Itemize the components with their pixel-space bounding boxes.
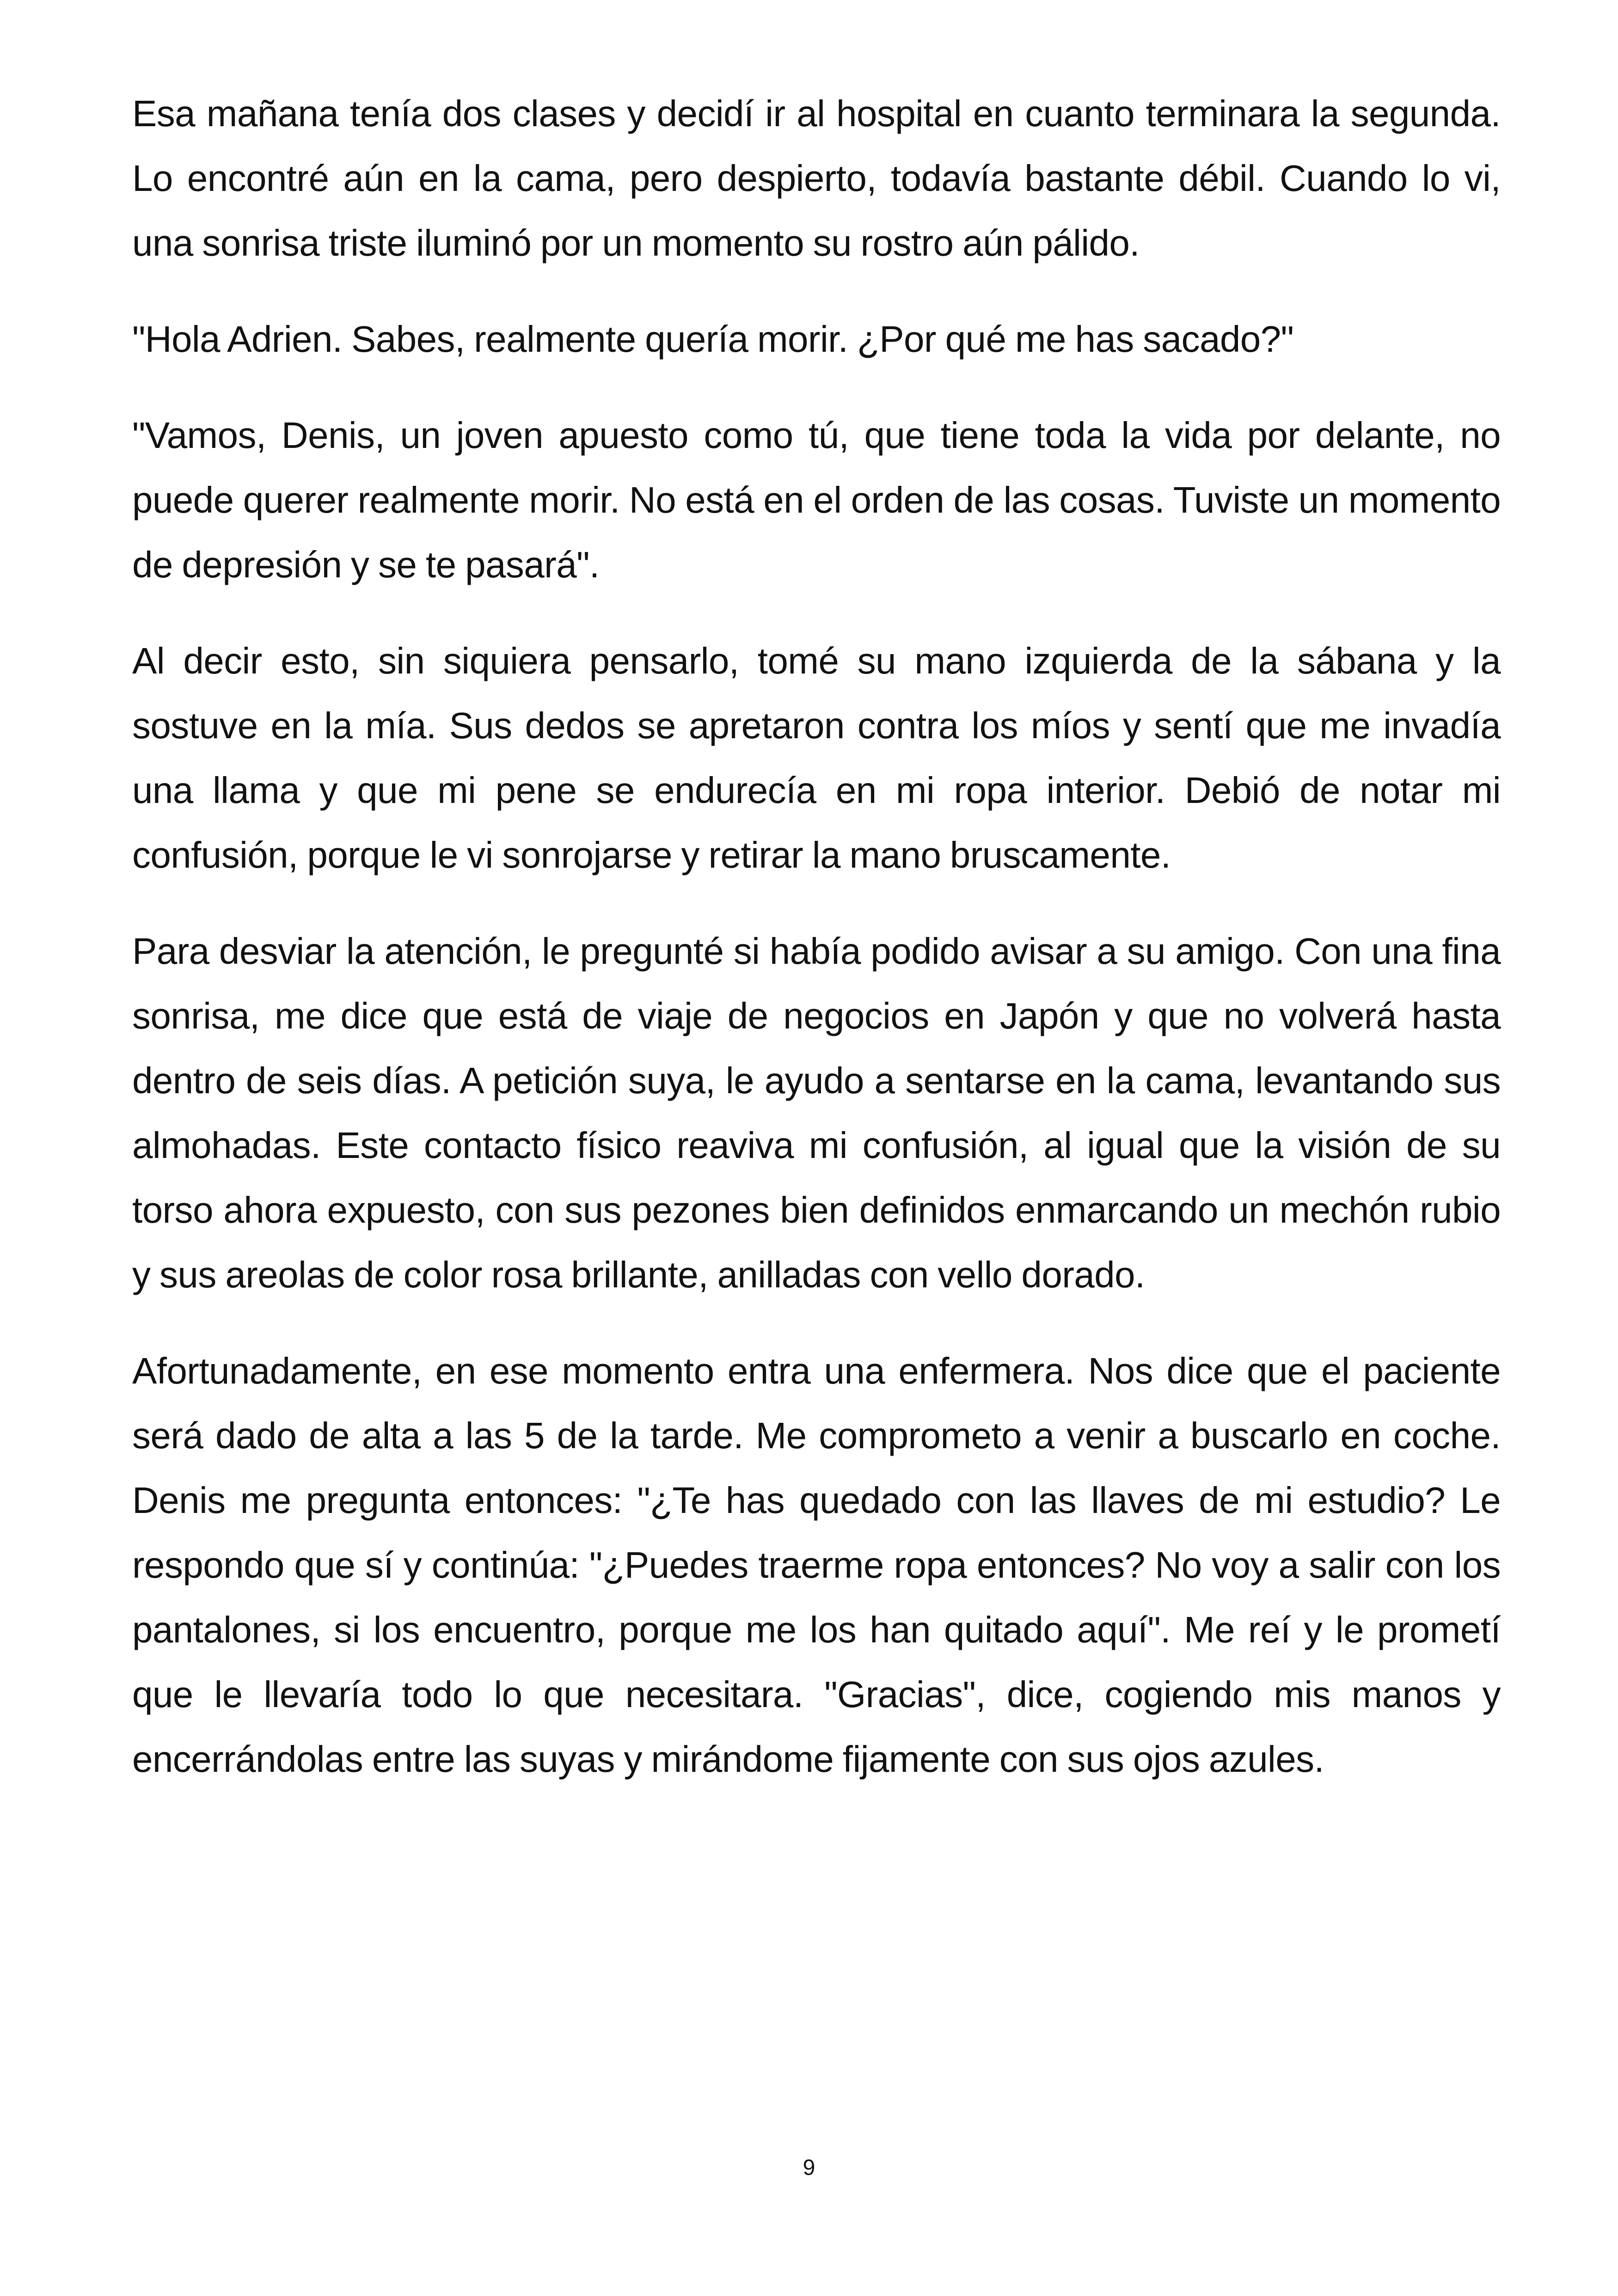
paragraph: Afortunadamente, en ese momento entra una enfermera. Nos dice que el paciente será dado de alta a las 5 de la tarde. Me comprometo a venir a buscarlo en coche. Denis me pregunta entonces: "¿Te has quedado con las llaves de mi estudio? Le respondo que sí y continúa: "¿Puedes traerme ropa entonces? No voy a salir con los pantalones, si los encuentro, porque me los han quitado aquí". Me reí y le prometí que le llevaría todo lo que necesitara. "Gracias", dice, cogiendo mis manos y encerrándolas entre las suyas y mirándome fijamente con sus ojos azules.	[132, 1350, 1501, 1780]
paragraph: Al decir esto, sin siquiera pensarlo, tomé su mano izquierda de la sábana y la sostuve en la mía. Sus dedos se apretaron contra los míos y sentí que me invadía una llama y que mi pene se endurecía en mi ropa interior. Debió de notar mi confusión, porque le vi sonrojarse y retirar la mano bruscamente.	[132, 640, 1501, 876]
paragraph: "Hola Adrien. Sabes, realmente quería morir. ¿Por qué me has sacado?"	[132, 318, 1294, 360]
paragraph: Esa mañana tenía dos clases y decidí ir al hospital en cuanto terminara la segunda. Lo encontré aún en la cama, pero despierto, todavía bastante débil. Cuando lo vi, una sonrisa triste iluminó por un momento su rostro aún pálido.	[132, 93, 1501, 263]
body-text	[132, 81, 1501, 1823]
paragraph: "Vamos, Denis, un joven apuesto como tú, que tiene toda la vida por delante, no puede querer realmente morir. No está en el orden de las cosas. Tuviste un momento de depresión y se te pasará".	[132, 415, 1501, 585]
paragraph: Para desviar la atención, le pregunté si había podido avisar a su amigo. Con una fina sonrisa, me dice que está de viaje de negocios en Japón y que no volverá hasta dentro de seis días. A petición suya, le ayudo a sentarse en la cama, levantando sus almohadas. Este contacto físico reaviva mi confusión, al igual que la visión de su torso ahora expuesto, con sus pezones bien definidos enmarcando un mechón rubio y sus areolas de color rosa brillante, anilladas con vello dorado.	[132, 931, 1501, 1295]
page-number: 9	[803, 2155, 815, 2180]
